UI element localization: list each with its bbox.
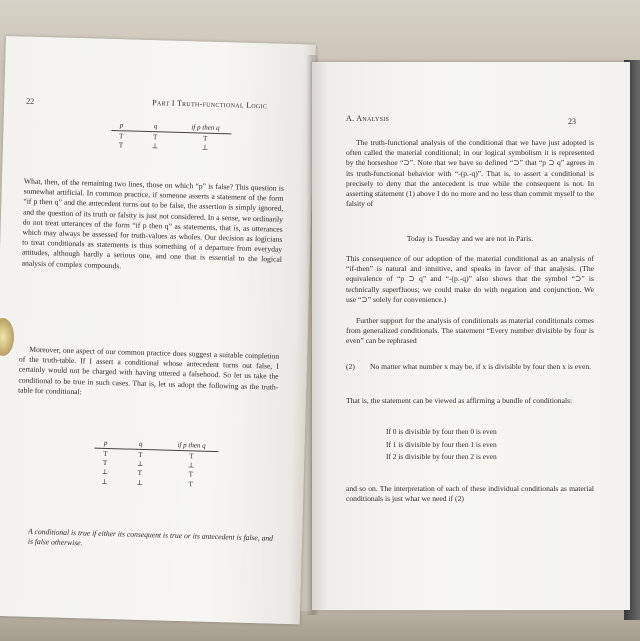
paragraph-material-conditional: The truth-functional analysis of the conditional that we have just adopted is often called the material conditional; in our logical symbolism it is represented by the horseshoe “⊃”. Note that we have so defined “⊃” that “p ⊃ q” agrees in its truth-functional behavior with “-(p.-q)”. That is, to assert a conditional is precisely to deny that the antecedent is true while the consequent is not. In asserting statement (1) above I do no more and no less than commit myself to the falsity of xyxy=(346,138,594,209)
table-row xyxy=(111,141,231,154)
cell: T xyxy=(138,450,143,459)
list-item: If 1 is divisible by four then 1 is even xyxy=(386,439,497,449)
numbered-statement-2 xyxy=(346,362,594,372)
paragraph-common-practice: Moreover, one aspect of our common practice does suggest a suitable completion of the truth-table. If I assert a conditional whose antecedent turns out false, I certainly would not be charged with having uttered a falsehood. So let us take the conditional to be true in such cases. That is, let us adopt the following as the truth-table for conditional: xyxy=(18,344,280,397)
cell: ⊥ xyxy=(151,142,159,151)
cell: ⊥ xyxy=(201,143,209,152)
right-page xyxy=(312,62,630,610)
paragraph-remaining-lines: What, then, of the remaining two lines, those on which “p” is false? This question is somewhat artificial. In common practice, if someone asserts a statement of the form “if p then q” and the antecedent turns out to be false, the assertion is simply ignored, and the question of its truth or falsity is just not considered. In a sense, we ordinarily do not treat utterances of the form “if p then q” as statements, that is, as utterances which may always be assessed for truth-values as wholes. Our decision as logicians to treat conditionals as statements is thus something of a departure from everyday attitudes, although hardly a serious one, and one that is essential to the logical analysis of complex compounds. xyxy=(21,176,284,270)
statement-text: No matter what number x may be, if x is divisible by four then x is even. xyxy=(370,362,592,371)
cell: ⊥ xyxy=(187,461,195,470)
cell: T xyxy=(103,449,108,458)
col-header-if-p-then-q: if p then q xyxy=(191,123,220,132)
col-header-if-p-then-q: if p then q xyxy=(177,440,206,450)
paragraph-consequence: This consequence of our adoption of the material conditional as an analysis of “if-then” is natural and intuitive, and speaks in favor of that analysis. (The equivalence of “p ⊃ q” and “-(p.-q)” also shows that the symbol “⊃” is technically superfluous; we could make do with negation and conjunction. We use “⊃” solely for convenience.) xyxy=(346,254,594,304)
list-item: If 0 is divisible by four then 0 is even xyxy=(386,427,497,436)
paragraph-bundle: That is, the statement can be viewed as affirming a bundle of conditionals: xyxy=(346,396,573,405)
col-header-q: q xyxy=(138,439,143,448)
cell: T xyxy=(202,134,208,143)
paragraph-further-support: Further support for the analysis of conditionals as material conditionals comes from generalized conditionals. The statement “Every number divisible by four is even” can be rephrased xyxy=(346,316,594,346)
example-statement: Today is Tuesday and we are not in Paris. xyxy=(406,234,534,243)
cell: T xyxy=(137,469,143,478)
cell: ⊥ xyxy=(136,478,143,487)
statement-number: (2) xyxy=(346,362,355,371)
cell: T xyxy=(188,479,193,488)
paragraph-interpretation: and so on. The interpretation of each of these individual conditionals as material conditionals is just what we need if (2) xyxy=(346,484,594,504)
truth-table-partial xyxy=(111,121,232,154)
right-page-number: 23 xyxy=(568,117,576,126)
col-header-q: q xyxy=(153,122,158,131)
cell: T xyxy=(102,459,108,468)
cell: ⊥ xyxy=(101,468,109,477)
cell: T xyxy=(189,452,194,461)
list-item: If 2 is divisible by four then 2 is even xyxy=(386,452,497,461)
cell: T xyxy=(118,141,124,150)
cell: ⊥ xyxy=(101,477,109,486)
col-header-p: p xyxy=(119,121,124,130)
conditional-list xyxy=(386,426,586,464)
conditional-definition: A conditional is true if either its consequent is true or its antecedent is false, and is false otherwise. xyxy=(27,526,274,548)
right-running-head: A. Analysis xyxy=(346,114,390,123)
left-page-number: 22 xyxy=(26,96,35,106)
cell: T xyxy=(188,470,194,479)
left-page xyxy=(0,36,316,624)
col-header-p: p xyxy=(103,438,108,447)
cell: ⊥ xyxy=(136,460,144,469)
left-running-head: Part I Truth-functional Logic xyxy=(152,98,268,111)
truth-table-conditional xyxy=(93,439,218,490)
cell: T xyxy=(118,132,124,141)
cell: T xyxy=(152,133,158,142)
